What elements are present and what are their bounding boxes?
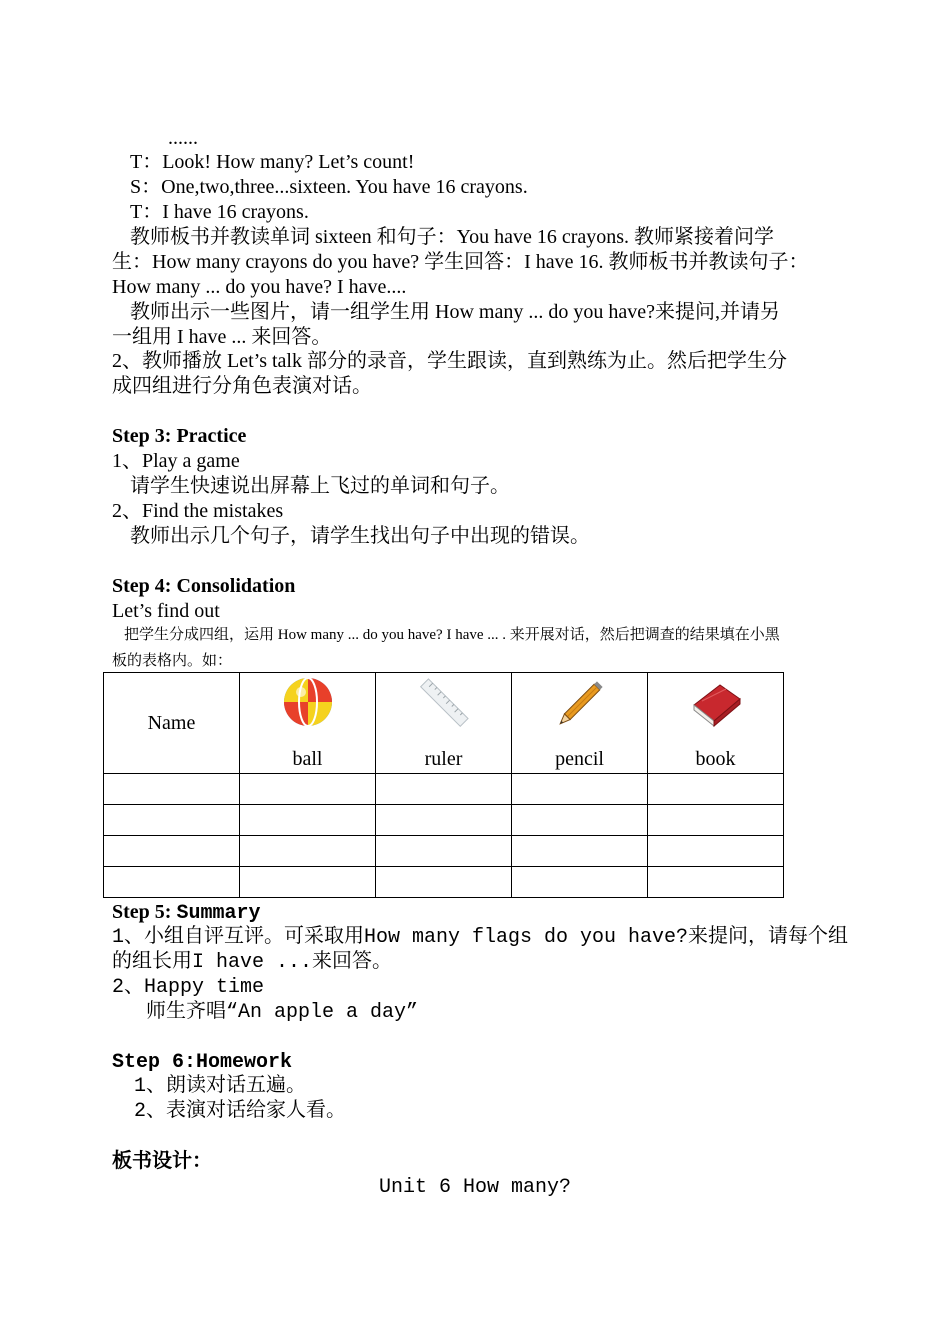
dialogue-line-teacher-1: T：Look! How many? Let’s count! <box>130 151 415 173</box>
step5-item-1-cont: 的组长用I have ...来回答。 <box>112 951 393 974</box>
header-cell-pencil <box>512 673 648 774</box>
header-cell-ball <box>240 673 376 774</box>
table-cell[interactable] <box>104 774 240 805</box>
table-cell[interactable] <box>376 774 512 805</box>
table-cell[interactable] <box>376 836 512 867</box>
paragraph-line: How many ... do you have? I have.... <box>112 276 407 298</box>
board-design-heading: 板书设计： <box>112 1151 212 1174</box>
step5-item-2-desc: 师生齐唱“An apple a day” <box>146 1001 419 1024</box>
table-cell[interactable] <box>512 836 648 867</box>
step4-description: 把学生分成四组，运用 How many ... do you have? I have ... . 来开展对话，然后把调查的结果填在小黑 <box>124 627 780 643</box>
step5-item-1: 1、小组自评互评。可采取用How many flags do you have?来提问，请每个组 <box>112 926 849 949</box>
step4-heading: Step 4: Consolidation <box>112 575 296 597</box>
table-cell[interactable] <box>240 836 376 867</box>
ball-icon <box>281 675 335 729</box>
dialogue-line-student-1: S：One,two,three...sixteen. You have 16 crayons. <box>130 176 528 198</box>
name-header-cell <box>104 673 240 774</box>
table-cell[interactable] <box>648 867 784 898</box>
dialogue-line-teacher-2: T：I have 16 crayons. <box>130 201 309 223</box>
survey-table <box>103 672 784 898</box>
table-cell[interactable] <box>104 836 240 867</box>
paragraph-line: 生：How many crayons do you have? 学生回答：I have 16. 教师板书并教读句子： <box>112 251 809 273</box>
step5-heading-prefix: Step 5: <box>112 901 177 923</box>
table-cell[interactable] <box>104 805 240 836</box>
step6-item-2: 2、表演对话给家人看。 <box>134 1100 347 1123</box>
table-cell[interactable] <box>240 805 376 836</box>
book-icon <box>688 675 744 729</box>
step3-item-2: 2、Find the mistakes <box>112 500 284 522</box>
step3-item-1: 1、Play a game <box>112 450 240 472</box>
table-header-row <box>104 673 784 774</box>
step6-heading: Step 6:Homework <box>112 1051 293 1074</box>
step3-item-2-desc: 教师出示几个句子，请学生找出句子中出现的错误。 <box>130 525 590 547</box>
table-cell[interactable] <box>104 867 240 898</box>
step4-subheading: Let’s find out <box>112 600 220 622</box>
table-cell[interactable] <box>648 805 784 836</box>
table-row <box>104 805 784 836</box>
paragraph-line: 一组用 I have ... 来回答。 <box>112 326 332 348</box>
step5-heading <box>112 900 857 926</box>
table-cell[interactable] <box>512 805 648 836</box>
table-cell[interactable] <box>376 805 512 836</box>
table-cell[interactable] <box>240 774 376 805</box>
paragraph-line: 教师出示一些图片，请一组学生用 How many ... do you have?来提问,并请另 <box>130 301 780 323</box>
table-row <box>104 774 784 805</box>
ruler-icon <box>414 675 474 731</box>
column-label-pencil: pencil <box>555 748 604 770</box>
column-label-book: book <box>695 748 736 770</box>
pencil-icon <box>550 675 610 733</box>
step6-item-1: 1、朗读对话五遍。 <box>134 1075 307 1098</box>
table-cell[interactable] <box>512 867 648 898</box>
paragraph-line: 成四组进行分角色表演对话。 <box>112 375 372 397</box>
table-cell[interactable] <box>648 836 784 867</box>
paragraph-line: 教师板书并教读单词 sixteen 和句子：You have 16 crayons. 教师紧接着问学 <box>130 226 775 248</box>
paragraph-line: 2、教师播放 Let’s talk 部分的录音，学生跟读，直到熟练为止。然后把学生分 <box>112 350 787 372</box>
ellipsis-text: ...... <box>168 127 198 149</box>
header-cell-ruler <box>376 673 512 774</box>
step3-item-1-desc: 请学生快速说出屏幕上飞过的单词和句子。 <box>130 475 510 497</box>
table-cell[interactable] <box>648 774 784 805</box>
column-label-ruler: ruler <box>424 748 463 770</box>
table-cell[interactable] <box>240 867 376 898</box>
step5-heading-title: Summary <box>176 902 261 925</box>
table-row <box>104 836 784 867</box>
column-label-ball: ball <box>292 748 323 770</box>
step4-description: 板的表格内。如： <box>112 653 233 669</box>
step3-heading: Step 3: Practice <box>112 425 247 447</box>
board-title: Unit 6 How many? <box>378 1176 572 1199</box>
table-cell[interactable] <box>376 867 512 898</box>
table-cell[interactable] <box>512 774 648 805</box>
header-cell-book <box>648 673 784 774</box>
table-row <box>104 867 784 898</box>
name-header: Name <box>147 711 196 734</box>
step5-item-2: 2、Happy time <box>112 976 265 999</box>
